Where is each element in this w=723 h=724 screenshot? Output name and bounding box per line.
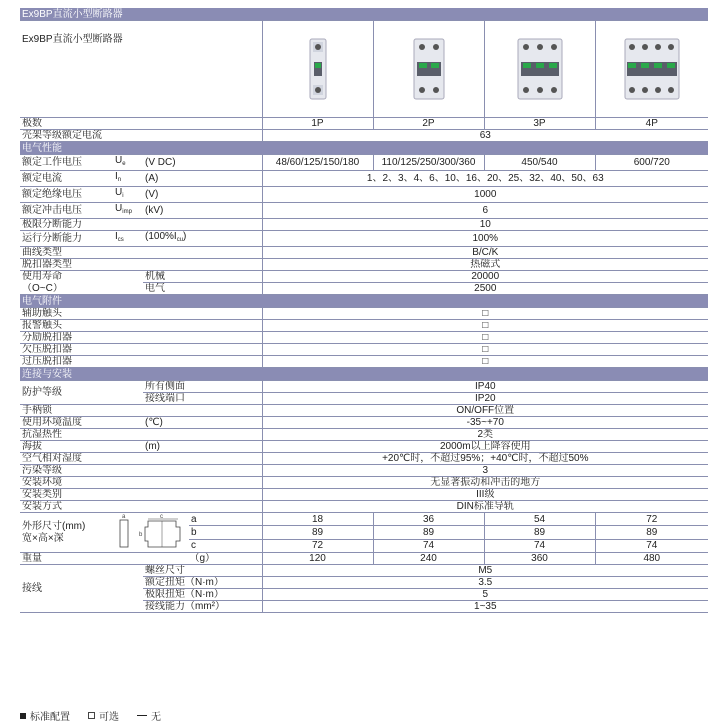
row-ics [20,231,708,247]
weight-3p: 360 [484,553,595,565]
row-curve [20,247,708,259]
life-mech-value: 20000 [262,271,708,283]
ue-symbol: $U_e$ [113,155,143,171]
trip-label: 脱扣器类型 [20,259,262,271]
dims-a-4p: 72 [595,513,708,526]
ip-term-value: IP20 [262,393,708,405]
alt-unit: (m) [143,441,262,453]
lock-label: 手柄锁 [20,405,262,417]
acc-label: 辅助触头 [20,308,262,320]
row-alt [20,441,708,453]
acc-value: □ [262,344,708,356]
wiring-screw-value: M5 [262,565,708,577]
dims-c-1p: 72 [262,539,373,552]
cat-value: III级 [262,489,708,501]
row-lock [20,405,708,417]
in-value: 1、2、3、4、6、10、16、20、25、32、40、50、63 [262,171,708,187]
row-acc-shunt [20,332,708,344]
header-title: Ex9BP直流小型断路器 [20,8,708,21]
spec-sheet [20,8,708,613]
wiring-capacity-label: 接线能力（mm²） [143,601,262,613]
poles-2p: 2P [373,118,484,130]
breaker-2p-icon [413,38,445,100]
dims-b-4p: 89 [595,526,708,539]
legend [20,708,161,723]
acc-label: 欠压脱扣器 [20,344,262,356]
wiring-screw-label: 螺丝尺寸 [143,565,262,577]
row-uimp [20,203,708,219]
ui-value: 1000 [262,187,708,203]
ue-4p: 600/720 [595,155,708,171]
curve-value: B/C/K [262,247,708,259]
product-image-1p [262,21,373,118]
ics-unit: $(100\%I_{cu})$ [143,231,262,247]
in-label: 额定电流 [20,171,113,187]
section-electric: 电气性能 [20,142,708,155]
poles-label: 极数 [20,118,262,130]
row-acc-alarm [20,320,708,332]
section-accessories: 电气附件 [20,295,708,308]
row-ui [20,187,708,203]
row-rh [20,453,708,465]
dimension-diagram-icon [118,513,184,549]
temp-value: -35~+70 [262,417,708,429]
breaker-4p-icon [624,38,680,100]
icu-value: 10 [262,219,708,231]
dims-c-4p: 74 [595,539,708,552]
row-acc-over [20,356,708,368]
dims-key-c: c [189,539,262,552]
ics-label: 运行分断能力 [20,231,113,247]
open-square-icon [88,712,95,719]
acc-label: 报警触头 [20,320,262,332]
uimp-label: 额定冲击电压 [20,203,113,219]
dims-c-2p: 74 [373,539,484,552]
row-poll [20,465,708,477]
row-frame [20,130,708,142]
temp-unit: (℃) [143,417,262,429]
wiring-torque-label: 额定扭矩（N·m） [143,577,262,589]
section-connection: 连接与安装 [20,368,708,381]
filled-square-icon [20,713,26,719]
weight-1p: 120 [262,553,373,565]
row-mount [20,501,708,513]
svg-text:b: b [139,532,143,538]
ue-1p: 48/60/125/150/180 [262,155,373,171]
product-image-4p [595,21,708,118]
lock-value: ON/OFF位置 [262,405,708,417]
row-poles [20,118,708,130]
wiring-torque-value: 3.5 [262,577,708,589]
row-acc-aux [20,308,708,320]
weight-unit: （g） [143,553,262,565]
env-label: 安装环境 [20,477,262,489]
life-label-2: （O~C） [20,283,143,295]
dims-b-1p: 89 [262,526,373,539]
acc-label: 分励脱扣器 [20,332,262,344]
product-image-2p [373,21,484,118]
dims-key-a: a [189,513,262,526]
legend-optional: 可选 [88,708,119,723]
ui-label: 额定绝缘电压 [20,187,113,203]
ics-value: 100% [262,231,708,247]
humid-value: 2类 [262,429,708,441]
wiring-maxtorque-label: 极限扭矩（N·m） [143,589,262,601]
dims-diagram [113,513,189,553]
acc-value: □ [262,356,708,368]
mount-label: 安装方式 [20,501,262,513]
poll-label: 污染等级 [20,465,262,477]
row-trip [20,259,708,271]
alt-value: 2000m以上降容使用 [262,441,708,453]
mount-value: DIN标准导轨 [262,501,708,513]
rh-value: +20℃时，不超过95%；+40℃时，不超过50% [262,453,708,465]
poles-1p: 1P [262,118,373,130]
row-ip-side [20,381,708,393]
dims-key-b: b [189,526,262,539]
acc-label: 过压脱扣器 [20,356,262,368]
ip-label: 防护等级 [20,381,143,405]
uimp-symbol: $U_{imp}$ [113,203,143,219]
curve-label: 曲线类型 [20,247,262,259]
frame-label: 壳架等级额定电流 [20,130,262,142]
legend-standard: 标准配置 [20,708,70,723]
acc-value: □ [262,320,708,332]
row-acc-under [20,344,708,356]
acc-value: □ [262,332,708,344]
ue-3p: 450/540 [484,155,595,171]
poll-value: 3 [262,465,708,477]
product-image-3p [484,21,595,118]
uimp-unit: (kV) [143,203,262,219]
row-dims-a [20,513,708,526]
ip-side-value: IP40 [262,381,708,393]
row-icu [20,219,708,231]
wiring-maxtorque-value: 5 [262,589,708,601]
temp-label: 使用环境温度 [20,417,143,429]
rh-label: 空气相对湿度 [20,453,262,465]
weight-4p: 480 [595,553,708,565]
svg-text:c: c [160,514,163,520]
ip-term-label: 接线端口 [143,393,262,405]
in-unit: (A) [143,171,262,187]
dims-c-3p: 74 [484,539,595,552]
life-mech-label: 机械 [143,271,262,283]
product-name: Ex9BP直流小型断路器 [20,21,262,118]
row-env [20,477,708,489]
wiring-capacity-value: 1~35 [262,601,708,613]
in-symbol: $I_n$ [113,171,143,187]
life-elec-value: 2500 [262,283,708,295]
env-value: 无显著振动和冲击的地方 [262,477,708,489]
ue-unit: (V DC) [143,155,262,171]
trip-value: 热磁式 [262,259,708,271]
dash-icon [137,715,147,716]
row-humid [20,429,708,441]
cat-label: 安装类别 [20,489,262,501]
humid-label: 抗湿热性 [20,429,262,441]
dims-a-2p: 36 [373,513,484,526]
weight-label: 重量 [20,553,143,565]
row-life-mech [20,271,708,283]
row-life-elec [20,283,708,295]
row-ue [20,155,708,171]
life-label: 使用寿命 [22,271,62,283]
dims-a-3p: 54 [484,513,595,526]
dims-b-3p: 89 [484,526,595,539]
row-wiring-screw [20,565,708,577]
wiring-label: 接线 [20,565,143,613]
row-weight [20,553,708,565]
dims-a-1p: 18 [262,513,373,526]
ip-side-label: 所有侧面 [143,381,262,393]
svg-text:a: a [122,514,126,520]
spec-table [20,8,708,613]
row-cat [20,489,708,501]
poles-3p: 3P [484,118,595,130]
dims-label: 外形尺寸(mm) 宽×高×深 [20,513,113,553]
ue-2p: 110/125/250/300/360 [373,155,484,171]
ics-symbol: $I_{cs}$ [113,231,143,247]
weight-2p: 240 [373,553,484,565]
breaker-1p-icon [309,38,327,100]
life-elec-label: 电气 [143,283,262,295]
row-temp [20,417,708,429]
alt-label: 海拔 [20,441,143,453]
uimp-value: 6 [262,203,708,219]
ue-label: 额定工作电压 [20,155,113,171]
ui-symbol: $U_i$ [113,187,143,203]
poles-4p: 4P [595,118,708,130]
acc-value: □ [262,308,708,320]
breaker-3p-icon [517,38,563,100]
legend-none: 无 [137,708,161,723]
row-in [20,171,708,187]
frame-value: 63 [262,130,708,142]
ui-unit: (V) [143,187,262,203]
icu-label: 极限分断能力 [20,219,262,231]
dims-b-2p: 89 [373,526,484,539]
